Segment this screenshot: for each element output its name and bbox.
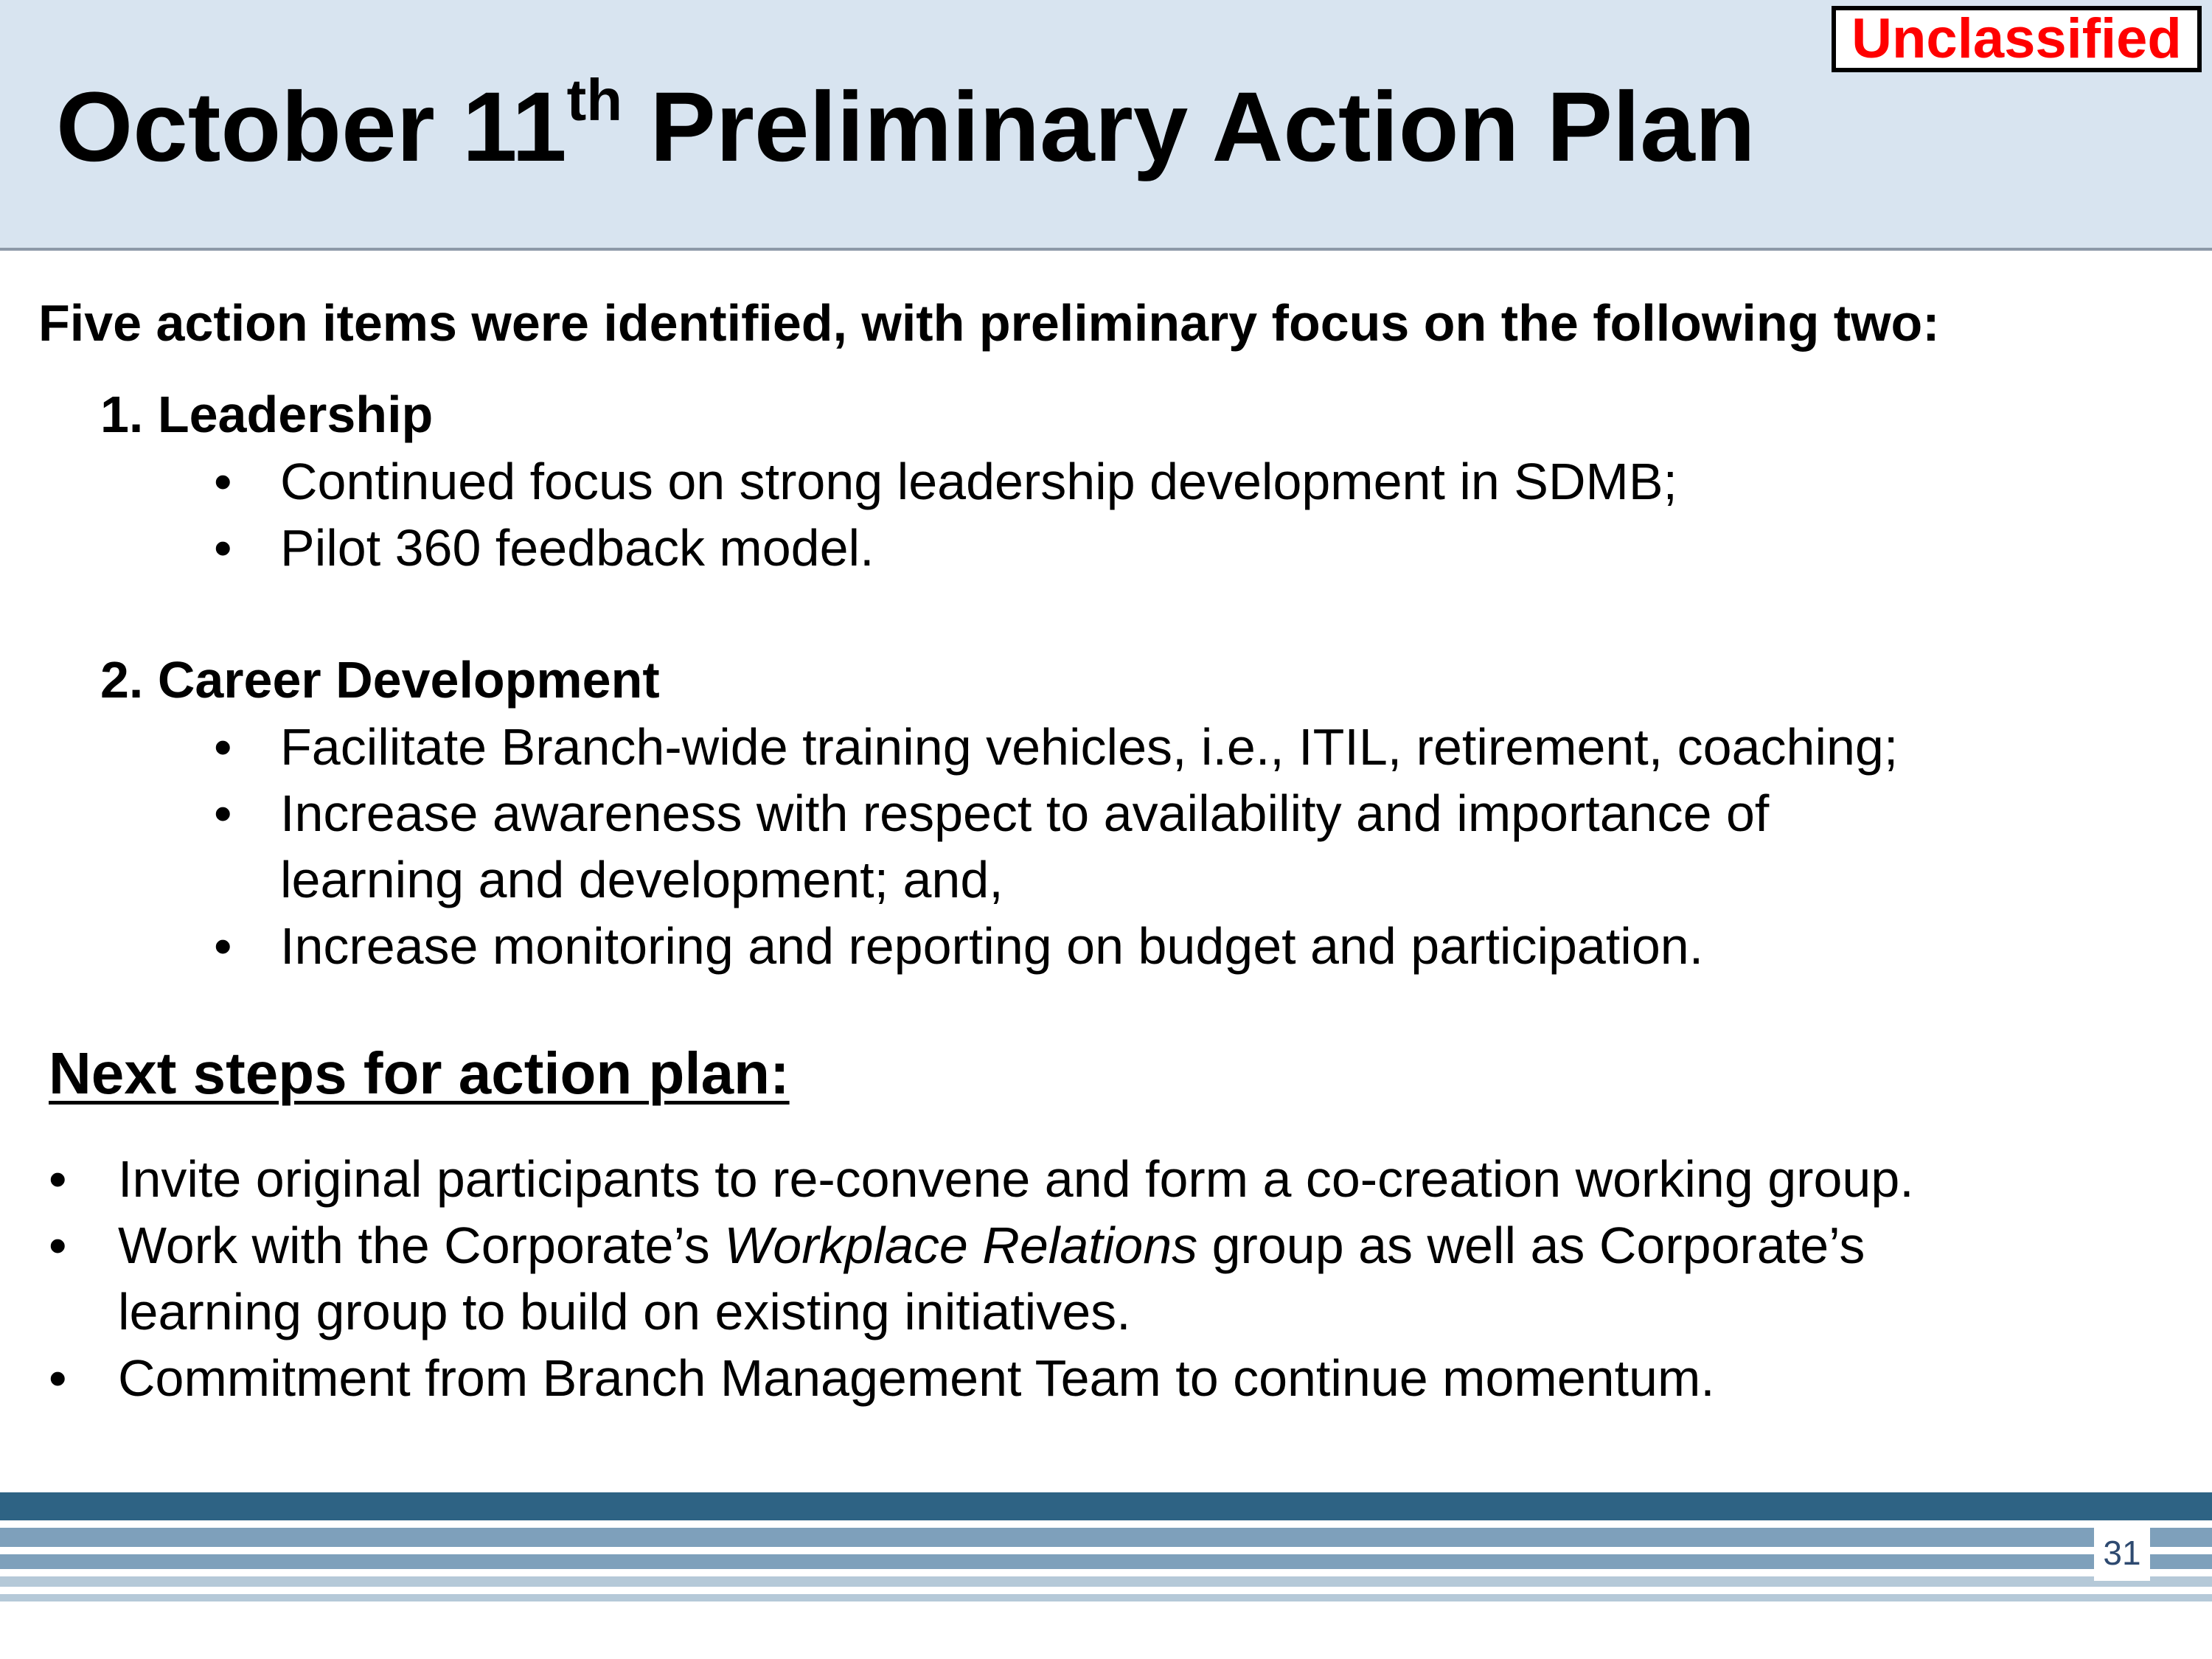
list-item-text: Increase awareness with respect to availability and importance of [280,785,1770,842]
bullet-icon: • [49,1349,67,1407]
list-item-continuation [41,1279,1914,1345]
leadership-bullet-list [206,448,1677,581]
list-item [206,714,1898,780]
bullet-icon: • [49,1217,67,1274]
footer-stripe-dark [0,1492,2212,1520]
list-item [206,780,1898,846]
bullet-icon: • [214,453,232,510]
footer-stripe-light [0,1576,2212,1587]
bullet-icon: • [49,1150,67,1208]
list-item [41,1212,1914,1279]
workplace-relations-emphasis: Workplace Relations [724,1217,1198,1274]
list-item-text: learning and development; and, [280,851,1004,908]
list-item-text: learning group to build on existing initiatives. [118,1283,1131,1340]
classification-label: Unclassified [1832,6,2202,72]
action-item-heading-career-development: 2. Career Development [100,651,660,709]
bullet-icon: • [214,519,232,577]
list-item-text-tail: group as well as Corporate’s [1197,1217,1865,1274]
page-number: 31 [2094,1525,2150,1581]
intro-text: Five action items were identified, with preliminary focus on the following two: [38,294,1940,352]
career-development-bullet-list [206,714,1898,979]
slide-title [56,67,1756,182]
bullet-icon: • [214,917,232,975]
title-ordinal-suffix: th [566,67,623,133]
title-banner [0,0,2212,251]
list-item-continuation [206,846,1898,913]
list-item-text: Facilitate Branch-wide training vehicles, i.e., ITIL, retirement, coaching; [280,718,1899,776]
list-item [41,1146,1914,1212]
action-item-heading-leadership: 1. Leadership [100,386,434,443]
list-item [41,1345,1914,1411]
title-text-main: October 11 [56,72,567,182]
list-item-text: Work with the Corporate’s [118,1217,725,1274]
list-item [206,448,1677,515]
list-item-text: Increase monitoring and reporting on budget and participation. [280,917,1704,975]
list-item-text: Pilot 360 feedback model. [280,519,874,577]
bullet-icon: • [214,718,232,776]
list-item-text: Continued focus on strong leadership development in SDMB; [280,453,1677,510]
footer-stripe-light-2 [0,1594,2212,1601]
next-steps-list [41,1146,1914,1411]
footer-stripe-mid-2 [0,1554,2212,1569]
list-item-text: Commitment from Branch Management Team to continue momentum. [118,1349,1715,1407]
footer-stripe-mid [0,1528,2212,1547]
list-item [206,913,1898,979]
bullet-icon: • [214,785,232,842]
footer-stripes [0,1492,2212,1610]
list-item-text: Invite original participants to re-convene and form a co-creation working group. [118,1150,1914,1208]
title-text-rest: Preliminary Action Plan [622,72,1756,182]
list-item [206,515,1677,581]
next-steps-heading: Next steps for action plan: [49,1040,790,1106]
